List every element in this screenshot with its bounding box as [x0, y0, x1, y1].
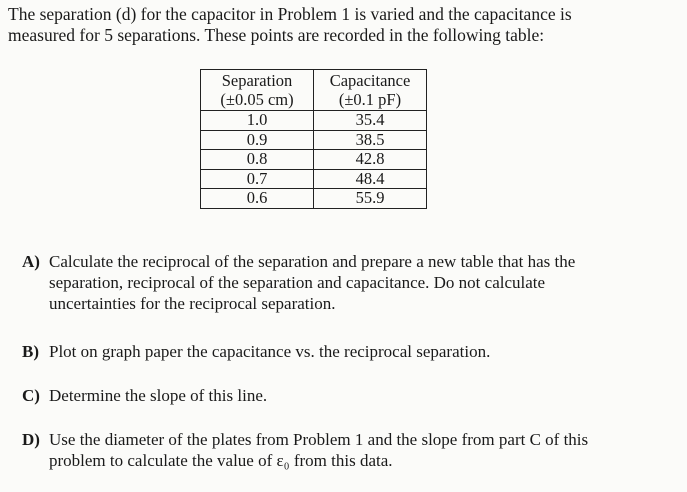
capacitance-cell: 48.4 — [314, 169, 427, 189]
separation-cell: 0.6 — [201, 189, 314, 209]
intro-line-2: measured for 5 separations. These points are recorded in the following table: — [8, 25, 545, 45]
header-separation-unit: (±0.05 cm) — [220, 90, 294, 109]
question-d — [22, 429, 672, 471]
question-d-letter: D) — [22, 430, 40, 449]
question-d-line-2: problem to calculate the value of ε₀ from this data. — [49, 451, 393, 470]
question-c — [22, 385, 672, 406]
separation-cell: 0.7 — [201, 169, 314, 189]
question-a-line-1: Calculate the reciprocal of the separation and prepare a new table that has the — [49, 252, 576, 271]
data-table — [200, 69, 427, 209]
question-a-letter: A) — [22, 252, 40, 271]
table-row — [201, 150, 427, 170]
capacitance-cell: 35.4 — [314, 111, 427, 131]
question-a-line-2: separation, reciprocal of the separation and capacitance. Do not calculate — [49, 273, 546, 292]
question-c-line-1: Determine the slope of this line. — [49, 386, 268, 405]
question-b-letter: B) — [22, 342, 39, 361]
table-row — [201, 169, 427, 189]
header-separation-label: Separation — [221, 71, 293, 90]
capacitance-cell: 55.9 — [314, 189, 427, 209]
table-row — [201, 130, 427, 150]
table-row — [201, 111, 427, 131]
question-d-line-1: Use the diameter of the plates from Problem 1 and the slope from part C of this — [49, 430, 589, 449]
header-capacitance — [314, 70, 427, 111]
table-row — [201, 189, 427, 209]
question-b-line-1: Plot on graph paper the capacitance vs. the reciprocal separation. — [49, 342, 491, 361]
capacitance-cell: 42.8 — [314, 150, 427, 170]
separation-cell: 1.0 — [201, 111, 314, 131]
header-capacitance-unit: (±0.1 pF) — [338, 90, 402, 109]
table-header-row — [201, 70, 427, 111]
header-capacitance-label: Capacitance — [329, 71, 411, 90]
question-c-letter: C) — [22, 386, 40, 405]
intro-line-1: The separation (d) for the capacitor in Problem 1 is varied and the capacitance is — [8, 4, 572, 24]
intro-paragraph — [8, 4, 678, 46]
question-a-line-3: uncertainties for the reciprocal separation. — [49, 294, 336, 313]
separation-cell: 0.8 — [201, 150, 314, 170]
separation-cell: 0.9 — [201, 130, 314, 150]
header-separation — [201, 70, 314, 111]
question-b — [22, 341, 672, 362]
capacitance-cell: 38.5 — [314, 130, 427, 150]
question-a — [22, 251, 672, 314]
